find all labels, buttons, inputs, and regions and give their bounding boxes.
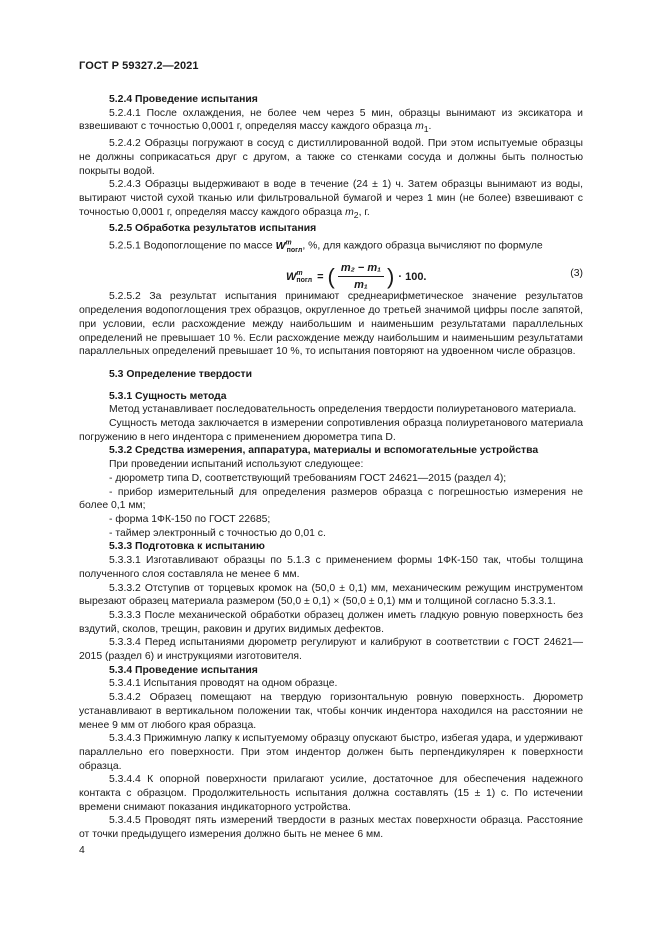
paragraph-5-3-4-4: 5.3.4.4 К опорной поверхности прилагают усилие, достаточное для обеспечения надежного контакта с образцом. Продолжительность испытания должна составлять (15 ± 1) с. По истечении времени снимают показания индикаторного устройства. <box>79 774 583 813</box>
list-item: - форма 1ФК-150 по ГОСТ 22685; <box>109 513 271 525</box>
paragraph-5-2-4-3: 5.2.4.3 Образцы выдерживают в воде в течение (24 ± 1) ч. Затем образцы вынимают из воды, вытирают чистой сухой тканью или фильтровальной бумагой и через 1 мин (не более) взвешивают с точностью 0,0001 г, определяя массу каждого образца $m_2$, г. <box>79 179 583 220</box>
list-item: - дюрометр типа D, соответствующий требованиям ГОСТ 24621—2015 (раздел 4); <box>109 472 507 484</box>
formula-fraction: $\frac{\text{m₂ − m₁}}{\text{m₁}}$ <box>338 261 384 292</box>
page-number: 4 <box>79 845 85 856</box>
paragraph-5-3-4-5: 5.3.4.5 Проводят пять измерений твердости в разных местах поверхности образца. Расстояние от точки предыдущего измерения должно быть не менее 6 мм. <box>79 815 583 841</box>
heading-5-3: 5.3 Определение твердости <box>109 368 253 380</box>
paragraph-5-3-3-2: 5.3.3.2 Отступив от торцевых кромок на (50,0 ± 0,1) мм, механическим режущим инструментом вырезают образец материала размером (50,0 ± 0,1) × (50,0 ± 0,1) мм и толщиной согласно 5.3.3.1. <box>79 582 583 608</box>
heading-5-3-1: 5.3.1 Сущность метода <box>109 390 227 402</box>
paragraph-5-3-1-b: Сущность метода заключается в измерении сопротивления образца полиуретанового материала погружению в него индентора с применением дюрометра типа D. <box>79 418 583 443</box>
heading-5-2-4: 5.2.4 Проведение испытания <box>109 94 258 105</box>
paragraph-5-3-3-1: 5.3.3.1 Изготавливают образцы по 5.1.3 с применением формы 1ФК-150 так, чтобы толщина полученного слоя составляла не менее 6 мм. <box>79 555 583 580</box>
formula-3 <box>79 259 583 292</box>
paragraph-5-3-4-3: 5.3.4.3 Прижимную лапку к испытуемому образцу опускают быстро, избегая удара, и удерживают параллельно его поверхности. При этом индентор должен быть перпендикулярен к поверхности образца. <box>79 733 583 772</box>
document-body <box>79 93 583 842</box>
paragraph-5-3-3-4: 5.3.3.4 Перед испытаниями дюрометр регулируют и калибруют в соответствии с ГОСТ 24621—2015 (раздел 6) и инструкциями изготовителя. <box>79 637 583 663</box>
paragraph-5-3-3-3: 5.3.3.3 После механической обработки образец должен иметь гладкую ровную поверхность без вздутий, сколов, трещин, раковин и других видимых дефектов. <box>79 609 583 635</box>
paragraph-5-3-2-intro: При проведении испытаний используют следующее: <box>109 459 364 471</box>
list-item: - прибор измерительный для определения размеров образца с погрешностью измерения не более 0,1 мм; <box>79 486 583 512</box>
water-absorption-formula: W m погл = ( $\frac{\text{m₂ − m₁}}{\text{m₁}}$ ) · 100. <box>286 262 427 292</box>
document-header: ГОСТ Р 59327.2—2021 <box>79 60 199 72</box>
heading-5-3-2: 5.3.2 Средства измерения, аппаратура, материалы и вспомогательные устройства <box>109 445 539 457</box>
equation-number: (3) <box>570 268 583 280</box>
var-m: m <box>345 206 354 218</box>
paragraph-5-2-4-2: 5.2.4.2 Образцы погружают в сосуд с дистиллированной водой. При этом испытуемые образцы не должны соприкасаться друг с другом, а также со стенками сосуда и должны быть полностью покрыты водой. <box>79 138 583 177</box>
paragraph-5-2-5-1: 5.2.5.1 Водопоглощение по массе $W^m_{погл}$, %, для каждого образца вычисляют по формуле <box>109 239 543 254</box>
paragraph-5-3-1-a: Метод устанавливает последовательность определения твердости полиуретанового материала. <box>109 404 577 416</box>
heading-5-2-5: 5.2.5 Обработка результатов испытания <box>109 223 317 235</box>
var-m: m <box>415 121 424 133</box>
paragraph-5-2-5-2: 5.2.5.2 За результат испытания принимают среднеарифметическое значение результатов определения водопоглощения трех образцов, округленное до третьей значимой цифры после запятой, при условии, если расхождение между наибольшим и наименьшим результатами параллельных определений не превышает 10 %. Если расхождение между наибольшим и наименьшим результатами параллельных определений превышает 10 %, то испытания повторяют на удвоенном числе образцов. <box>79 291 583 358</box>
paragraph-5-3-4-1: 5.3.4.1 Испытания проводят на одном образце. <box>109 678 338 690</box>
list-item: - таймер электронный с точностью до 0,01 с. <box>109 527 326 539</box>
paragraph-5-3-4-2: 5.3.4.2 Образец помещают на твердую горизонтальную ровную поверхность. Дюрометр устанавливают в вертикальном положении так, чтобы кончик индентора находился на расстоянии не менее 9 мм от любого края образца. <box>79 692 583 731</box>
paragraph-5-2-4-1: 5.2.4.1 После охлаждения, не более чем через 5 мин, образцы вынимают из эксикатора и взвешивают с точностью 0,0001 г, определяя массу каждого образца $m_1$. <box>79 107 583 135</box>
heading-5-3-3: 5.3.3 Подготовка к испытанию <box>109 541 265 553</box>
heading-5-3-4: 5.3.4 Проведение испытания <box>109 664 258 676</box>
